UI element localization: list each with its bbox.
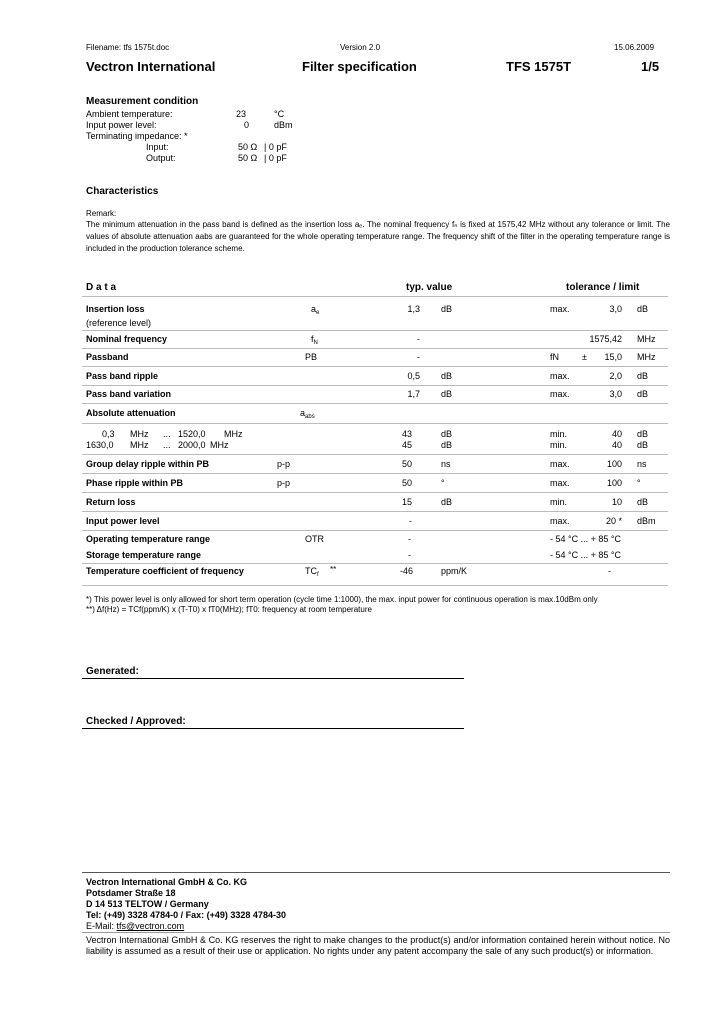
version: Version 2.0 [340,43,381,52]
row-limit-unit: dB [637,497,649,507]
row-limit-value: 100 [606,459,622,469]
remark-text: The minimum attenuation in the pass band is defined as the insertion loss aₑ. The nominal frequency fₙ is fixed at 1575,42 MHz without any tolerance or limit. The values of absolute attenuation aabs are guaranteed for the whole operating temperature range. The frequency shift of the filter in the operating temperature range is included in the production tolerance scheme. [86,220,670,253]
otr-limit: - 54 °C ... + 85 °C [550,534,621,544]
att-range1-unit1: MHz [130,429,149,439]
row-limit-unit: ns [637,459,647,469]
output-capacitance: | 0 pF [264,153,287,163]
ambient-unit: °C [274,109,285,119]
row-limit-unit: MHz [637,352,656,362]
footnote-tcf: **) Δf(Hz) = TCf(ppm/K) x (T-T0) x fT0(MHz); fT0: frequency at room temperature [86,605,372,614]
row-limit-value: 100 [606,478,622,488]
row-typ-unit: ns [441,459,451,469]
row-label: Input power level [86,516,160,526]
storage-typ: - [408,550,411,560]
row-symbol: p-p [277,459,291,469]
table-rule [82,511,668,512]
att-range2-qual: min. [550,440,568,450]
att-range1-typ-unit: dB [441,429,453,439]
row-limit-qualifier: max. [550,516,570,526]
row-typ-value: 1,7 [407,389,420,399]
row-typ-value: 50 [401,459,412,469]
att-range2-typ-unit: dB [441,440,453,450]
tolerance-header: tolerance / limit [566,282,640,293]
row-label: Pass band ripple [86,371,159,381]
storage-label: Storage temperature range [86,550,202,560]
row-typ-value: 0,5 [407,371,420,381]
table-rule [82,366,668,367]
row-limit-value: 3,0 [609,389,622,399]
footer-disclaimer: Vectron International GmbH & Co. KG reserves the right to make changes to the product(s) and/or information contained herein without notice. No liability is assumed as a result of their use or application. No rights under any patent accompany the sale of any such product(s) or information. [86,935,670,956]
row-typ-value: 15 [401,497,412,507]
filename: Filename: tfs 1575t.doc [86,43,170,52]
att-range2-dots: ... [163,440,171,450]
row-sublabel: (reference level) [86,318,152,328]
table-rule [82,348,668,349]
power-value: 0 [244,120,250,130]
input-impedance: 50 Ω [238,142,258,152]
tcf-typ: -46 [400,566,414,576]
row-typ-unit: dB [441,497,453,507]
footer-rule [82,872,670,873]
row-typ-unit: dB [441,371,453,381]
att-range1-typ: 43 [401,429,412,439]
otr-symbol: OTR [305,534,324,544]
row-limit-qualifier: min. [550,497,568,507]
row-typ-value: 50 [401,478,412,488]
tcf-label: Temperature coefficient of frequency [86,566,244,576]
att-range1-qual: min. [550,429,568,439]
typ-value-header: typ. value [406,282,453,293]
att-range2-to: 2000,0 [178,440,206,450]
generated-line [82,678,464,679]
tcf-footnote-mark: ** [330,565,337,574]
att-range2-limit: 40 [611,440,622,450]
characteristics-title: Characteristics [86,186,159,197]
att-range2-limit-unit: dB [637,440,649,450]
row-limit-unit: dB [637,389,649,399]
email-link[interactable]: tfs@vectron.com [116,921,185,931]
row-limit-value: 10 [611,497,622,507]
row-symbol: p-p [277,478,291,488]
row-limit-qualifier: max. [550,459,570,469]
row-label: Passband [86,352,129,362]
row-symbol: $a_e$ [311,304,320,316]
table-rule [82,530,668,531]
output-impedance: 50 Ω [238,153,258,163]
row-label: Insertion loss [86,304,145,314]
row-limit-value: 3,0 [609,304,622,314]
footer-street: Potsdamer Straße 18 [86,888,176,898]
impedance-label: Terminating impedance: * [86,131,188,141]
row-typ-value: - [409,516,412,526]
att-range1-from: 0,3 [102,429,115,439]
row-limit-value: 2,0 [609,371,622,381]
doc-date: 15.06.2009 [614,43,655,52]
ambient-value: 23 [236,109,247,119]
row-typ-unit: dB [441,389,453,399]
row-label: Group delay ripple within PB [86,459,210,469]
table-rule [82,330,668,331]
att-range1-unit2: MHz [224,429,243,439]
doc-type: Filter specification [302,59,417,74]
footer-email-line: E-Mail: tfs@vectron.com [86,921,185,931]
abs-att-symbol: $a_{abs}$ [300,408,315,420]
measurement-title: Measurement condition [86,96,199,107]
row-limit-unit: MHz [637,334,656,344]
row-limit-qualifier: fN [550,352,559,362]
row-label: Pass band variation [86,389,172,399]
table-rule [82,403,668,404]
abs-att-label: Absolute attenuation [86,408,176,418]
row-limit-value: 20 * [605,516,622,526]
att-range2-unit1: MHz [130,440,149,450]
table-rule [82,492,668,493]
row-limit-value: 1575,42 [589,334,622,344]
ambient-label: Ambient temperature: [86,109,173,119]
table-rule [82,585,668,586]
row-typ-unit: dB [441,304,453,314]
checked-line [82,728,464,729]
row-label: Phase ripple within PB [86,478,184,488]
footer-company: Vectron International GmbH & Co. KG [86,877,248,887]
footer-phone: Tel: (+49) 3328 4784-0 / Fax: (+49) 3328 4784-30 [86,910,286,920]
att-range1-limit: 40 [611,429,622,439]
att-range2-typ: 45 [401,440,412,450]
footer-rule-2 [82,932,670,933]
table-rule [82,385,668,386]
checked-label: Checked / Approved: [86,716,186,727]
table-rule [82,296,668,297]
row-symbol: PB [305,352,318,362]
row-typ-value: 1,3 [407,304,420,314]
power-label: Input power level: [86,120,157,130]
row-symbol: $f_N$ [311,334,318,346]
row-typ-value: - [417,334,420,344]
att-range1-limit-unit: dB [637,429,649,439]
generated-label: Generated: [86,666,139,677]
row-typ-unit: ° [441,478,445,488]
row-limit-qualifier: max. [550,389,570,399]
row-label: Return loss [86,497,136,507]
att-range2-unit2: MHz [210,440,229,450]
input-label: Input: [146,142,169,152]
table-rule [82,454,668,455]
att-range2-from: 1630,0 [86,440,114,450]
table-rule [82,473,668,474]
row-limit-unit: dB [637,304,649,314]
part-number: TFS 1575T [506,59,572,74]
remark-label: Remark: [86,209,117,218]
storage-limit: - 54 °C ... + 85 °C [550,550,621,560]
power-unit: dBm [274,120,293,130]
row-limit-plusminus: ± [582,352,587,362]
att-range1-dots: ... [163,429,171,439]
att-range1-to: 1520,0 [178,429,206,439]
row-limit-unit: dB [637,371,649,381]
input-capacitance: | 0 pF [264,142,287,152]
data-header: D a t a [86,282,117,293]
company-name: Vectron International [86,59,216,74]
table-rule [82,423,668,424]
footnote-power: *) This power level is only allowed for short term operation (cycle time 1:1000), the max. input power for continuous operation is max.10dBm only [86,595,598,604]
row-limit-unit: ° [637,478,641,488]
page-number: 1/5 [641,59,660,74]
row-limit-qualifier: max. [550,304,570,314]
tcf-unit: ppm/K [441,566,468,576]
row-limit-qualifier: max. [550,478,570,488]
tcf-limit: - [608,566,611,576]
otr-label: Operating temperature range [86,534,211,544]
row-limit-value: 15,0 [604,352,622,362]
footer-city: D 14 513 TELTOW / Germany [86,899,209,909]
row-limit-qualifier: max. [550,371,570,381]
tcf-symbol: $TC_f$ [305,566,319,578]
otr-typ: - [408,534,411,544]
row-limit-unit: dBm [637,516,656,526]
row-typ-value: - [417,352,420,362]
row-label: Nominal frequency [86,334,168,344]
output-label: Output: [146,153,176,163]
table-rule [82,563,668,564]
